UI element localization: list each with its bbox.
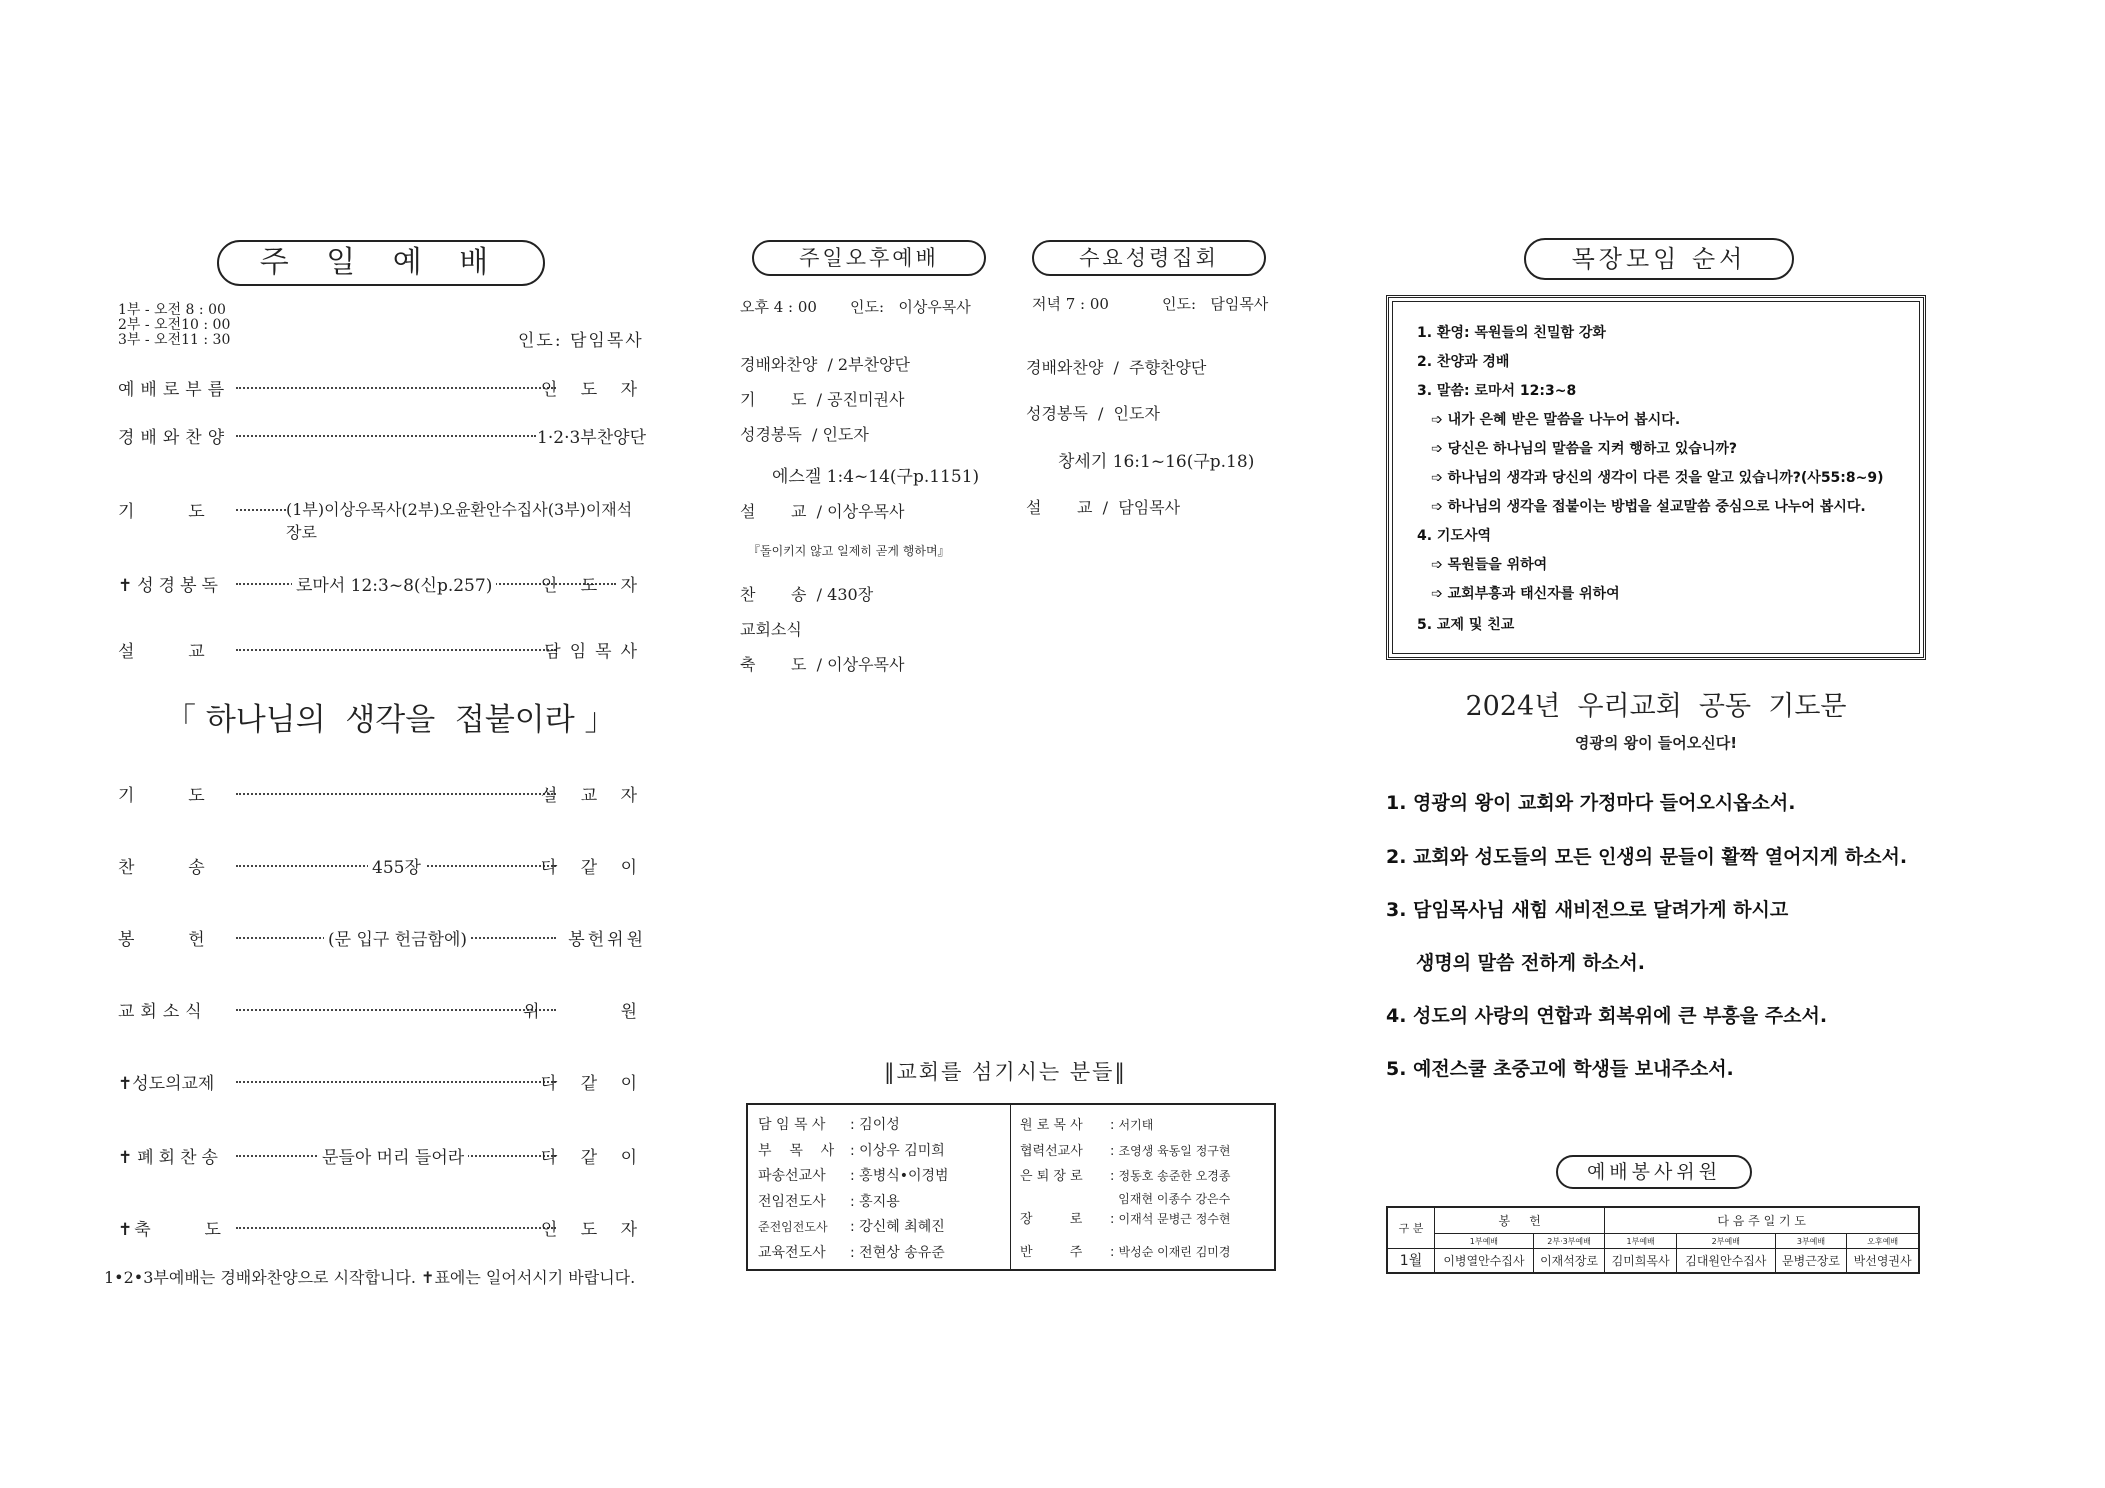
order-right: 봉헌위원 (568, 930, 646, 950)
sunday-title: 주 일 예 배 (217, 240, 545, 286)
order-row (118, 1069, 646, 1095)
order-right: 다 같 이 (540, 1148, 646, 1168)
order-row (118, 1215, 646, 1241)
order-row (118, 925, 646, 951)
service-sub: 3부예배 (1775, 1234, 1847, 1248)
afternoon-item: 축 도 / 이상우목사 (740, 655, 905, 674)
order-row (118, 637, 646, 663)
afternoon-title: 주일오후예배 (752, 240, 986, 276)
order-label: 봉 헌 (118, 930, 207, 950)
cell-subitem: ➩ 당신은 하나님의 말씀을 지켜 행하고 있습니까? (1431, 441, 1738, 457)
staff-entry: 은 퇴 장 로 : 정동호 송준한 오경종 (1020, 1169, 1231, 1184)
staff-entry: 부 목 사 : 이상우 김미희 (758, 1142, 945, 1159)
service-name: 이병열안수집사 (1435, 1248, 1534, 1273)
staff-left (758, 1113, 949, 1266)
service-name: 이재석장로 (1533, 1248, 1605, 1273)
order-row (118, 853, 646, 879)
service-head-prayer: 다 음 주 일 기 도 (1605, 1207, 1919, 1234)
order-right: 위 원 (523, 1002, 646, 1022)
sermon-title: 「 하나님의 생각을 접붙이라 」 (165, 702, 616, 738)
cell-item: 5. 교제 및 친교 (1417, 617, 1515, 633)
staff-entry: 준전임전도사 : 강신혜 최혜진 (758, 1219, 945, 1235)
time-2: 2부 - 오전10 : 00 (118, 317, 231, 333)
service-sub: 1부예배 (1605, 1234, 1677, 1248)
afternoon-item: 교회소식 (740, 620, 802, 639)
order-label: ✝성도의교제 (118, 1074, 215, 1094)
afternoon-item: 성경봉독 / 인도자 (740, 425, 869, 444)
order-label: 교회소식 (118, 1002, 208, 1022)
wednesday-title: 수요성령집회 (1032, 240, 1266, 276)
staff-entry: 반 주 : 박성순 이재린 김미경 (1020, 1244, 1231, 1260)
staff-entry: 담 임 목 사 : 김이성 (758, 1117, 900, 1133)
staff-entry: 파송선교사 : 홍병식•이경범 (758, 1168, 949, 1184)
order-right: 1·2·3부찬양단 (537, 428, 646, 448)
order-row (118, 997, 646, 1023)
prayer-line: 5. 예전스쿨 초중고에 학생들 보내주소서. (1386, 1058, 1734, 1080)
service-head-bongheon: 봉 헌 (1435, 1207, 1605, 1234)
afternoon-item: 설 교 / 이상우목사 (740, 502, 905, 521)
afternoon-item: 경배와찬양 / 2부찬양단 (740, 355, 910, 374)
staff-divider (1010, 1105, 1011, 1269)
sunday-leader: 인도: 담임목사 (518, 331, 644, 351)
service-sub: 오후예배 (1847, 1234, 1919, 1248)
cell-box (1386, 295, 1926, 660)
cell-item: 2. 찬양과 경배 (1417, 354, 1510, 370)
cell-subitem: ➩ 교회부흥과 태신자를 위하여 (1431, 586, 1620, 602)
cell-subitem: ➩ 내가 은혜 받은 말씀을 나누어 봅시다. (1431, 412, 1681, 428)
cell-item: 4. 기도사역 (1417, 528, 1492, 544)
wednesday-item: 성경봉독 / 인도자 (1026, 404, 1160, 423)
afternoon-item: 기 도 / 공진미권사 (740, 390, 905, 409)
afternoon-sermon-title: 『돌이키지 않고 일제히 곧게 행하며』 (748, 544, 950, 558)
service-month: 1월 (1387, 1248, 1435, 1273)
prayer-line: 생명의 말씀 전하게 하소서. (1416, 952, 1645, 974)
cell-item: 1. 환영: 목원들의 친밀함 강화 (1417, 325, 1606, 341)
order-row (118, 375, 646, 401)
afternoon-item: 찬 송 / 430장 (740, 585, 874, 604)
staff-entry: 임재현 이종수 강은수 (1118, 1191, 1231, 1206)
order-right: 다 같 이 (540, 858, 646, 878)
service-name: 박선영권사 (1847, 1248, 1919, 1273)
afternoon-leader: 인도: 이상우목사 (850, 298, 971, 316)
prayer-line: 4. 성도의 사랑의 연합과 회복위에 큰 부흥을 주소서. (1386, 1005, 1828, 1027)
service-sub: 1부예배 (1435, 1234, 1534, 1248)
order-label: 기 도 (118, 786, 207, 806)
order-right: 인 도 자 (540, 1220, 646, 1240)
order-label: 설 교 (118, 642, 207, 662)
prayer-title: 2024년 우리교회 공동 기도문 (1465, 691, 1847, 722)
cell-item: 3. 말씀: 로마서 12:3~8 (1417, 383, 1577, 399)
wednesday-item: 경배와찬양 / 주향찬양단 (1026, 358, 1207, 377)
order-right: 인 도 자 (540, 380, 646, 400)
wednesday-item: 설 교 / 담임목사 (1026, 498, 1181, 517)
time-1: 1부 - 오전 8 : 00 (118, 302, 226, 318)
order-row (118, 423, 646, 449)
order-label: 경배와찬양 (118, 428, 231, 448)
service-title: 예배봉사위원 (1556, 1155, 1752, 1189)
order-mid: 로마서 12:3~8(신p.257) (292, 571, 496, 596)
prayer-subtitle: 영광의 왕이 들어오신다! (1574, 734, 1738, 752)
service-sub: 2부예배 (1676, 1234, 1775, 1248)
service-head-gubun: 구 분 (1387, 1207, 1435, 1248)
prayer-line: 1. 영광의 왕이 교회와 가정마다 들어오시옵소서. (1386, 792, 1796, 814)
order-row (118, 497, 646, 542)
staff-entry: 협력선교사 : 조영생 육동일 정구현 (1020, 1143, 1231, 1159)
cell-subitem: ➩ 하나님의 생각을 접붙이는 방법을 설교말씀 중심으로 나누어 봅시다. (1431, 499, 1866, 515)
service-sub: 2부·3부예배 (1533, 1234, 1605, 1248)
order-row (118, 571, 646, 597)
prayer-line: 3. 담임목사님 새힘 새비전으로 달려가게 하시고 (1386, 899, 1789, 921)
prayer-line: 2. 교회와 성도들의 모든 인생의 문들이 활짝 열어지게 하소서. (1386, 846, 1908, 868)
sunday-times (118, 303, 230, 348)
order-mid: (1부)이상우목사(2부)오윤환안수집사(3부)이재석장로 (286, 497, 646, 543)
time-3: 3부 - 오전11 : 30 (118, 332, 231, 348)
staff-entry: 장 로 : 이재석 문병근 정수현 (1020, 1211, 1231, 1227)
order-right: 인 도 자 (540, 576, 646, 596)
order-label: 찬 송 (118, 858, 207, 878)
order-label: ✝폐회찬송 (118, 1148, 223, 1168)
order-right: 담임목사 (544, 642, 646, 662)
order-row (118, 781, 646, 807)
wednesday-leader: 인도: 담임목사 (1162, 295, 1269, 313)
staff-right (1020, 1113, 1230, 1265)
service-name: 김미희목사 (1605, 1248, 1677, 1273)
wednesday-scripture: 창세기 16:1~16(구p.18) (1058, 452, 1255, 472)
service-table (1386, 1206, 1920, 1274)
order-label: ✝축 도 (118, 1220, 223, 1240)
service-name: 김대원안수집사 (1676, 1248, 1775, 1273)
order-label: ✝성경봉독 (118, 576, 223, 596)
cell-title: 목장모임 순서 (1524, 238, 1794, 280)
wednesday-time: 저녁 7 : 00 (1032, 295, 1109, 313)
afternoon-scripture: 에스겔 1:4~14(구p.1151) (772, 467, 980, 487)
order-right: 설 교 자 (540, 786, 646, 806)
cell-subitem: ➩ 목원들을 위하여 (1431, 557, 1548, 573)
service-name: 문병근장로 (1775, 1248, 1847, 1273)
sunday-footnote: 1•2•3부예배는 경배와찬양으로 시작합니다. ✝표에는 일어서시기 바랍니다. (104, 1268, 636, 1287)
staff-entry: 교육전도사 : 전현상 송유준 (758, 1244, 945, 1261)
staff-box (746, 1103, 1276, 1271)
order-label: 기 도 (118, 502, 207, 522)
afternoon-time: 오후 4 : 00 (740, 298, 817, 316)
order-right: 다 같 이 (540, 1074, 646, 1094)
staff-entry: 전임전도사 : 홍지용 (758, 1193, 900, 1210)
staff-title: ‖교회를 섬기시는 분들‖ (884, 1060, 1127, 1084)
staff-entry: 원 로 목 사 : 서기태 (1020, 1118, 1154, 1133)
cell-subitem: ➩ 하나님의 생각과 당신의 생각이 다른 것을 알고 있습니까?(사55:8~9) (1431, 470, 1884, 486)
order-mid: 문들아 머리 들어라 (318, 1143, 468, 1168)
order-row (118, 1143, 646, 1169)
order-mid: (문 입구 헌금함에) (324, 925, 471, 950)
order-label: 예배로부름 (118, 380, 231, 400)
order-mid: 455장 (368, 853, 425, 878)
